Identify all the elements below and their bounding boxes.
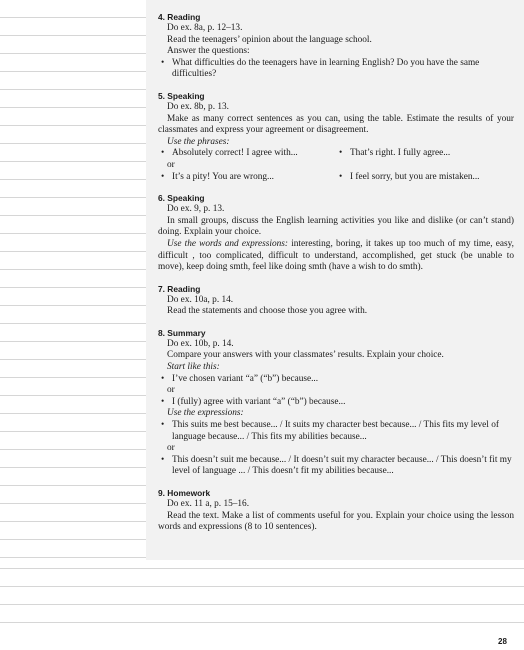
section-summary-8	[158, 328, 514, 478]
margin-rule-line	[0, 395, 146, 396]
margin-rule-line	[0, 107, 146, 108]
instruction-text: Make as many correct sentences as you can, using the table. Estimate the results of your classmates and express your agreement or disagreement.	[158, 113, 514, 136]
margin-rule-line	[0, 323, 146, 324]
section-reading-7	[158, 284, 514, 318]
words-label: Use the words and expressions:	[167, 238, 289, 249]
section-heading: 9. Homework	[158, 488, 211, 498]
page-number: 28	[498, 637, 507, 646]
margin-rule-line	[0, 35, 146, 36]
or-divider: or	[167, 385, 175, 396]
phrase-item: • It’s a pity! You are wrong...	[158, 172, 336, 184]
exercise-ref: Do ex. 9, p. 13.	[167, 204, 225, 215]
instruction-text: In small groups, discuss the English learning activities you like and dislike (or can’t stand) doing. Explain your choice.	[158, 215, 514, 238]
section-homework-9	[158, 488, 514, 534]
margin-rule-line	[0, 125, 146, 126]
margin-rule-line	[0, 215, 146, 216]
margin-rule-line	[0, 179, 146, 180]
margin-rule-line	[0, 305, 146, 306]
margin-rule-line	[0, 53, 146, 54]
lesson-content	[158, 12, 514, 544]
exercise-ref: Do ex. 10b, p. 14.	[167, 338, 234, 349]
instruction-text: Read the text. Make a list of comments useful for you. Explain your choice using the lesson words and expressions (8 to 10 sentences).	[158, 510, 514, 533]
section-heading: 4. Reading	[158, 12, 201, 22]
expressions-label: Use the expressions:	[167, 408, 244, 419]
exercise-ref: Do ex. 8b, p. 13.	[167, 101, 229, 112]
words-expressions	[158, 239, 514, 274]
margin-rule-line	[0, 269, 146, 270]
exercise-ref: Do ex. 10a, p. 14.	[167, 294, 234, 305]
words-list: interesting, boring, it takes up too much of my time, easy, difficult , too complicated, difficult to understand, accomplished, get stuck (be unable to move), keep doing smth, feel like doing smth (have a wish to do smth).	[158, 238, 515, 273]
or-divider: or	[167, 159, 175, 170]
exercise-ref: Do ex. 11 a, p. 15–16.	[167, 499, 250, 509]
phrase-item: • This doesn’t suit me because... / It doesn’t suit my character because... / This doesn’t fit my level of language ... / This doesn’t fit my abilities because...	[158, 455, 514, 478]
instruction-text: Read the teenagers’ opinion about the language school.	[167, 34, 372, 45]
margin-rule-line	[0, 503, 146, 504]
margin-rule-line	[0, 71, 146, 72]
margin-rule-line	[0, 449, 146, 450]
left-margin-notes	[0, 0, 146, 650]
margin-rule-line	[0, 287, 146, 288]
margin-rule-line	[0, 521, 146, 522]
section-heading: 8. Summary	[158, 327, 206, 338]
start-label: Start like this:	[167, 362, 220, 373]
instruction-text: Read the statements and choose those you agree with.	[167, 306, 368, 317]
margin-rule-line	[0, 197, 146, 198]
margin-rule-line	[0, 233, 146, 234]
or-divider: or	[167, 443, 175, 454]
margin-rule-line	[0, 17, 146, 18]
margin-rule-line	[0, 539, 146, 540]
section-heading: 7. Reading	[158, 283, 201, 294]
exercise-ref: Do ex. 8a, p. 12–13.	[167, 23, 243, 33]
instruction-text: Compare your answers with your classmates’ results. Explain your choice.	[167, 350, 444, 361]
phrase-item: • I’ve chosen variant “a” (“b”) because...	[158, 374, 514, 386]
margin-rule-line	[0, 89, 146, 90]
instruction-text: Answer the questions:	[167, 46, 250, 57]
phrase-item: • I feel sorry, but you are mistaken...	[336, 172, 514, 184]
phrase-item: • I (fully) agree with variant “a” (“b”) because...	[158, 397, 514, 409]
section-heading: 6. Speaking	[158, 193, 205, 204]
margin-rule-line	[0, 143, 146, 144]
margin-rule-line	[0, 341, 146, 342]
section-speaking-5	[158, 91, 514, 183]
section-heading: 5. Speaking	[158, 90, 205, 101]
section-speaking-6	[158, 193, 514, 274]
margin-rule-line	[0, 359, 146, 360]
margin-rule-line	[0, 251, 146, 252]
phrase-item: • That’s right. I fully agree...	[336, 148, 514, 160]
phrases-label: Use the phrases:	[167, 136, 230, 147]
question-item: • What difficulties do the teenagers have in learning English? Do you have the same difficulties?	[158, 58, 514, 81]
margin-rule-line	[0, 431, 146, 432]
phrase-row	[158, 172, 514, 184]
margin-rule-line	[0, 161, 146, 162]
margin-rule-line	[0, 557, 146, 558]
phrase-row	[158, 148, 514, 160]
phrase-item: • Absolutely correct! I agree with...	[158, 148, 336, 160]
margin-rule-line	[0, 485, 146, 486]
section-reading-4	[158, 12, 514, 81]
margin-rule-line	[0, 377, 146, 378]
margin-rule-line	[0, 413, 146, 414]
phrase-item: • This suits me best because... / It suits my character best because... / This fits my level of language because... / This fits my abilities because...	[158, 420, 514, 443]
margin-rule-line	[0, 467, 146, 468]
